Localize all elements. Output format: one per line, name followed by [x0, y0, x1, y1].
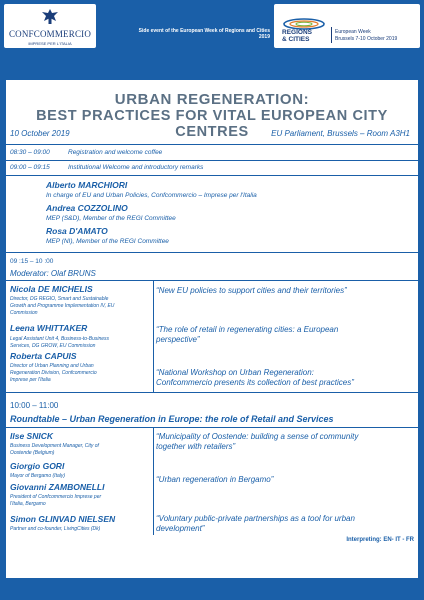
speaker-name: Alberto MARCHIORI	[46, 180, 128, 190]
speaker-role: In charge of EU and Urban Policies, Confcommercio – Imprese per l'Italia	[46, 192, 257, 199]
talk-title: “The role of retail in regenerating cities: a European perspective”	[156, 325, 339, 344]
speaker-name: Leena WHITTAKER	[10, 323, 88, 333]
side-event-note: Side event of the European Week of Regions and Cities 2019	[138, 28, 270, 40]
moderator: Moderator: Olaf BRUNS	[10, 269, 96, 278]
talk-title: “New EU policies to support cities and their territories”	[156, 286, 347, 295]
talk-title: “Municipality of Oostende: building a sense of community together with retailers”	[156, 432, 359, 451]
divider	[6, 252, 418, 253]
eagle-emblem-icon	[40, 7, 60, 27]
title-line-1: URBAN REGENERATION:	[114, 91, 310, 108]
speaker-role: Business Development Manager, City of Oostende (Belgium)	[10, 443, 99, 456]
speaker-name: Giovanni ZAMBONELLI	[10, 482, 105, 492]
speaker-name: Simon GLINVAD NIELSEN	[10, 514, 116, 524]
interpreting-note: Interpreting: EN- IT - FR	[346, 537, 414, 543]
divider	[6, 160, 418, 161]
session-time: 10:00 – 11:00	[10, 401, 59, 410]
roundtable-title: Roundtable – Urban Regeneration in Europe: the role of Retail and Services	[10, 414, 334, 424]
speaker-name: Giorgio GORI	[10, 461, 65, 471]
speaker-name: Roberta CAPUIS	[10, 351, 77, 361]
speaker-role: MEP (NI), Member of the REGI Committee	[46, 238, 169, 245]
speaker-role: Legal Assistant Unit 4, Business-to-Business Services, DG GROW, EU Commission	[10, 336, 110, 349]
title-line-2: BEST PRACTICES FOR VITAL EUROPEAN CITY CENTRES	[36, 108, 388, 140]
speaker-name: Rosa D'AMATO	[46, 226, 108, 236]
programme-panel	[6, 80, 418, 578]
talk-title: “National Workshop on Urban Regeneration: Confcommercio presents its collection of best practices”	[156, 368, 354, 387]
agenda-text: Registration and welcome coffee	[68, 149, 163, 156]
logo-name: CONFCOMMERCIO	[8, 29, 92, 39]
speaker-role: Mayor of Bergamo (Italy)	[10, 473, 66, 479]
divider	[6, 175, 418, 176]
column-divider	[153, 280, 154, 392]
orbit-arc-icon	[282, 12, 326, 30]
speaker-role: Director, DG REGIO, Smart and Sustainable Growth and Programme Implementation IV, EU Commission	[10, 296, 115, 316]
divider	[6, 392, 418, 393]
regions-cities-logo	[274, 4, 420, 48]
agenda-text: Institutional Welcome and introductory remarks	[68, 164, 204, 171]
column-divider	[153, 427, 154, 535]
session-time: 09 :15 – 10 :00	[10, 258, 54, 265]
logo-subtitle: IMPRESE PER L'ITALIA	[28, 41, 72, 46]
speaker-name: Andrea COZZOLINO	[46, 203, 128, 213]
speaker-name: Nicola DE MICHELIS	[10, 284, 93, 294]
talk-title: “Urban regeneration in Bergamo”	[156, 475, 274, 484]
regions-cities-wordmark: REGIONS & CITIES	[282, 29, 312, 43]
event-date: 10 October 2019	[10, 129, 70, 138]
speaker-role: MEP (S&D), Member of the REGI Committee	[46, 215, 176, 222]
talk-title: “Voluntary public-private partnerships as a tool for urban development”	[156, 514, 355, 533]
speaker-role: President of Confcommercio Imprese per l'Italia, Bergamo	[10, 494, 102, 507]
agenda-time: 08:30 – 09:00	[10, 149, 50, 156]
speaker-role: Director of Urban Planning and Urban Regeneration Division, Confcommercio Imprese per l'Italia	[10, 363, 97, 383]
confcommercio-logo	[4, 4, 96, 48]
divider	[6, 144, 418, 145]
agenda-time: 09:00 – 09:15	[10, 164, 50, 171]
divider	[6, 280, 418, 281]
speaker-name: Ilse SNICK	[10, 431, 53, 441]
divider	[6, 427, 418, 428]
speaker-role: Partner and co-founder, LivingCities (Dk)	[10, 526, 101, 532]
event-dates: European Week Brussels 7-10 October 2019	[335, 29, 398, 42]
event-venue: EU Parliament, Brussels – Room A3H1	[271, 129, 410, 138]
logo-divider	[331, 27, 332, 43]
